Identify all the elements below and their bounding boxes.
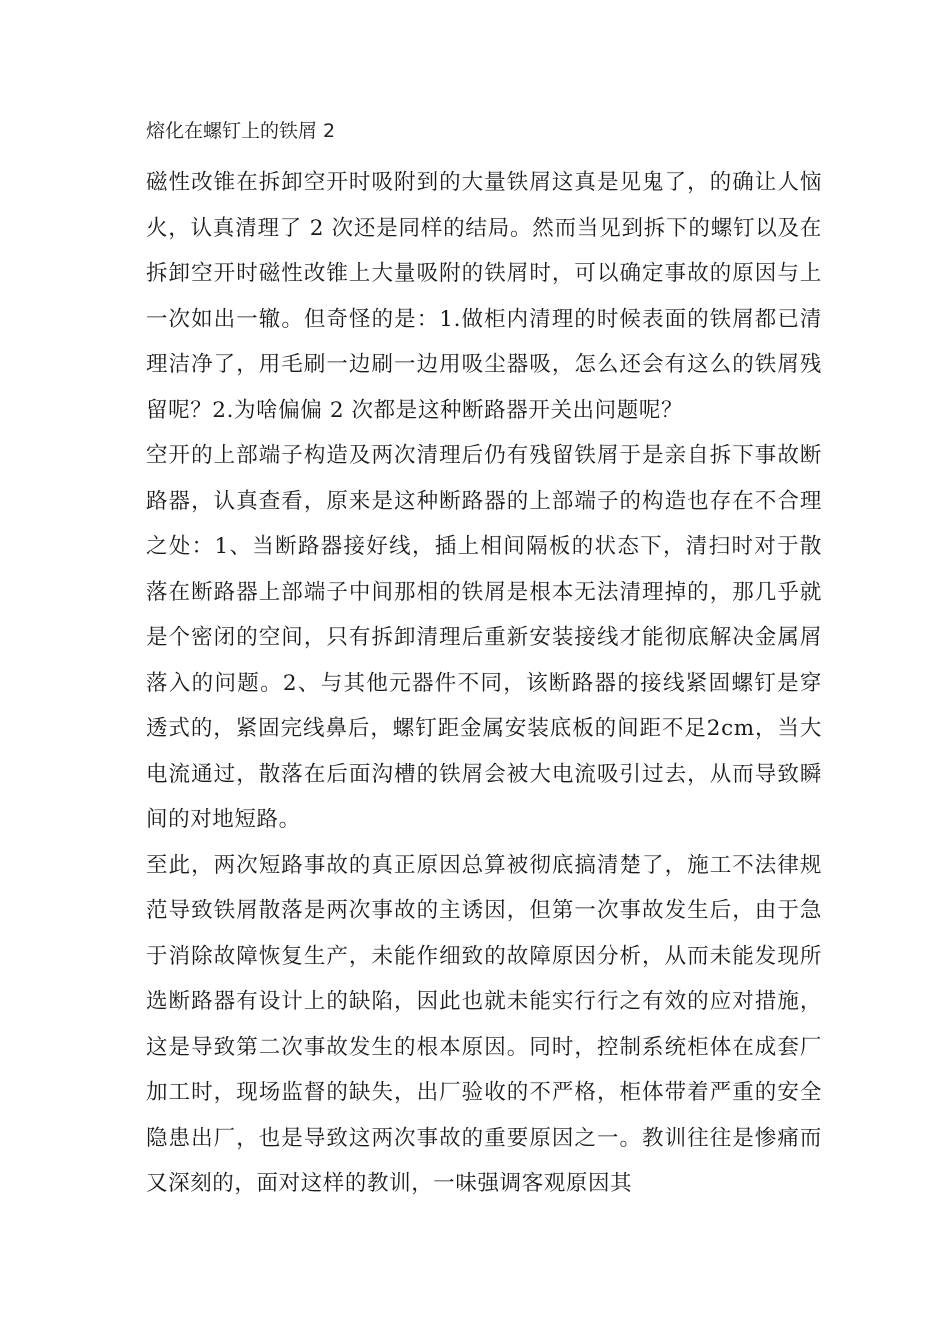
- document-title: 熔化在螺钉上的铁屑 2: [146, 120, 336, 142]
- paragraph-1: 磁性改锥在拆卸空开时吸附到的大量铁屑这真是见鬼了，的确让人恼火，认真清理了 2 次还是同样的结局。然而当见到拆下的螺钉以及在拆卸空开时磁性改锥上大量吸附的铁屑时，可以确定事故的原因与上一次如出一辙。但奇怪的是：1.做柜内清理的时候表面的铁屑都已清理洁净了，用毛刷一边刷一边用吸尘器吸，怎么还会有这么的铁屑残留呢？2.为啥偏偏 2 次都是这种断路器开关出问题呢？: [146, 170, 822, 423]
- paragraph-3: 至此，两次短路事故的真正原因总算被彻底搞清楚了，施工不法律规范导致铁屑散落是两次事故的主诱因，但第一次事故发生后，由于急于消除故障恢复生产，未能作细致的故障原因分析，从而未能发现所选断路器有设计上的缺陷，因此也就未能实行行之有效的应对措施，这是导致第二次事故发生的根本原因。同时，控制系统柜体在成套厂加工时，现场监督的缺失，出厂验收的不严格，柜体带着严重的安全隐患出厂，也是导致这两次事故的重要原因之一。教训往往是惨痛而又深刻的，面对这样的教训，一味强调客观原因其: [146, 852, 822, 1196]
- paragraph-2: 空开的上部端子构造及两次清理后仍有残留铁屑于是亲自拆下事故断路器，认真查看，原来是这种断路器的上部端子的构造也存在不合理之处：1、当断路器接好线，插上相间隔板的状态下，清扫时对于散落在断路器上部端子中间那相的铁屑是根本无法清理掉的，那几乎就是个密闭的空间，只有拆卸清理后重新安装接线才能彻底解决金属屑落入的问题。2、与其他元器件不同，该断路器的接线紧固螺钉是穿透式的，紧固完线鼻后，螺钉距金属安装底板的间距不足2cm，当大电流通过，散落在后面沟槽的铁屑会被大电流吸引过去，从而导致瞬间的对地短路。: [146, 443, 822, 832]
- document-body: [146, 116, 822, 1207]
